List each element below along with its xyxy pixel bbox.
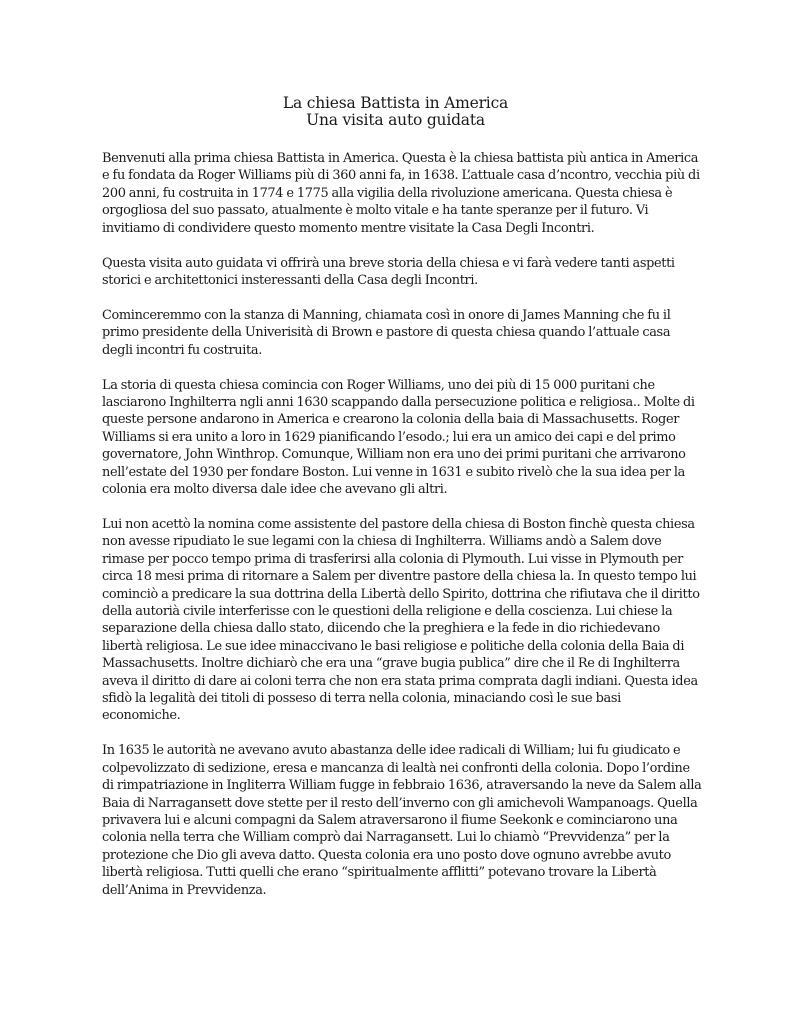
paragraph-providence: In 1635 le autorità ne avevano avuto abastanza delle idee radicali di William; lui fu giudicato e colpevolizzato di sedizione, eresa e mancanza di lealtà nei confronti della colonia. Dopo l’ordine di rimpatriazione in Ingliterra William fugge in febbraio 1636, atraversando la neve da Salem alla Baia di Narragansett dove stette per il resto dell’inverno con gli amichevoli Wampanoags. Quella privavera lui e alcuni compagni da Salem atraversarono il fiume Seekonk e cominciarono una colonia nella terra che William comprò dai Narragansett. Lui lo chiamò “Prevvidenza” per la protezione che Dio gli aveva datto. Questa colonia era uno posto dove ognuno avrebbe avuto libertà religiosa. Tutti quelli che erano “spiritualmente afflitti” potevano trovare la Libertà dell’Anima in Prevvidenza. (102, 743, 702, 898)
paragraph-manning-room: Cominceremmo con la stanza di Manning, chiamata così in onore di James Manning che fu il primo presidente della Univerisità di Brown e pastore di questa chiesa quando l’attuale casa degli incontri fu costruita. (102, 307, 671, 358)
document-title (0, 95, 791, 129)
paragraph-boston-salem: Lui non acettò la nomina come assistente del pastore della chiesa di Boston finchè questa chiesa non avesse ripudiato le sue legami con la chiesa di Inghilterra. Williams andò a Salem dove rimase per pocco tempo prima di trasferirsi alla colonia di Plymouth. Lui visse in Plymouth per circa 18 mesi prima di ritornare a Salem per diventre pastore della chiesa la. In questo tempo lui cominciò a predicare la sua dottrina della Libertà dello Spirito, dottrina che rifiutava che il diritto della autorià civile interferisse con le questioni della religione e della coscienza. Lui chiese la separazione della chiesa dallo stato, diicendo che la preghiera e la fede in dio richiedevano libertà religiosa. Le sue idee minaccivano le basi religiose e politiche della colonia della Baia di Massachusetts. Inoltre dichiarò che era una “grave bugia publica” dire che il Re di Inghilterra aveva il diritto di dare ai coloni terra che non era stata prima comprata dagli indiani. Questa idea sfidò la legalità dei titoli di posseso di terra nella colonia, minaciando così le sue basi economiche. (102, 516, 700, 724)
paragraph-welcome: Benvenuti alla prima chiesa Battista in America. Questa è la chiesa battista più antica in America e fu fondata da Roger Williams più di 360 anni fa, in 1638. L’attuale casa d’ncontro, vecchia più di 200 anni, fu costruita in 1774 e 1775 alla vigilia della rivoluzione americana. Questa chiesa è orgogliosa del suo passato, atualmente è molto vitale e ha tante speranze per il futuro. Vi invitiamo di condividere questo momento mentre visitate la Casa Degli Incontri. (102, 151, 700, 236)
paragraph-tour-intro: Questa visita auto guidata vi offrirà una breve storia della chiesa e vi farà vedere tanti aspetti storici e architettonici insteressanti della Casa degli Incontri. (102, 255, 675, 288)
paragraph-roger-williams: La storia di questa chiesa comincia con Roger Williams, uno dei più di 15 000 puritani che lasciarono Inghilterra ngli anni 1630 scappando dalla persecuzione politica e religiosa.. Molte di queste persone andarono in America e crearono la colonia della baia di Massachusetts. Roger Williams si era unito a loro in 1629 pianificando l’esodo.; lui era un amico dei capi e del primo governatore, John Winthrop. Comunque, William non era uno dei primi puritani che arrivarono nell’estate del 1930 per fondare Boston. Lui venne in 1631 e subito rivelò che la sua idea per la colonia era molto diversa dale idee che avevano gli altri. (102, 377, 695, 497)
title-line-2: Una visita auto guidata (306, 111, 485, 129)
document-body (102, 150, 702, 916)
title-line-1: La chiesa Battista in America (282, 94, 509, 112)
